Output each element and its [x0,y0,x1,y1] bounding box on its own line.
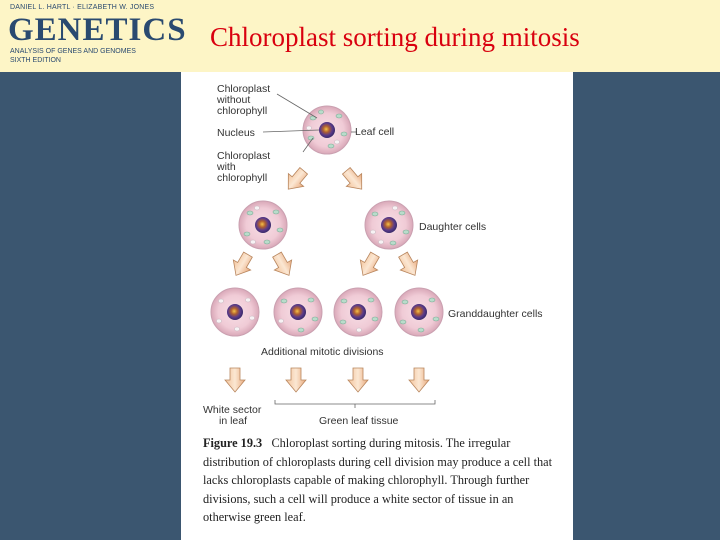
label-nucleus: Nucleus [217,127,255,139]
daughter-cell-right [365,201,413,249]
arrow-down-left [227,250,256,281]
granddaughter-cell-2 [274,288,322,336]
figure-panel [181,72,573,540]
label-daughter-cells: Daughter cells [419,221,487,233]
logo-brand: GENETICS [8,12,187,48]
granddaughter-cell-3 [334,288,382,336]
logo-subtitle: ANALYSIS OF GENES AND GENOMES [10,48,136,55]
logo-authors: DANIEL L. HARTL · ELIZABETH W. JONES [10,4,155,11]
arrow-down [348,368,368,392]
granddaughter-cell-1 [211,288,259,336]
leader-lines [263,94,435,408]
arrow-down [409,368,429,392]
label-granddaughter-cells: Granddaughter cells [448,308,543,320]
label-green-leaf-tissue: Green leaf tissue [319,415,399,427]
textbook-logo [8,4,187,68]
label-additional-divisions: Additional mitotic divisions [261,346,384,358]
slide-header [0,0,720,72]
daughter-cell-left [239,201,287,249]
label-white-sector-1: White sector [203,404,262,416]
caption-text: Chloroplast sorting during mitosis. The irregular distribution of chloroplasts during cell division may produce a cell that lacks chloroplasts capable of making chlorophyll. Through further divisions, such a cell will produce a white sector of tissue in an otherwise green leaf. [203,436,553,524]
label-leaf-cell: Leaf cell [355,126,395,138]
arrow-down [225,368,245,392]
arrow-down-right [339,164,370,195]
label-chloroplast-without-3: chlorophyll [217,105,268,117]
arrow-down-left [354,250,383,281]
slide-title: Chloroplast sorting during mitosis [210,22,580,52]
label-chloroplast-with-2: with [217,161,236,173]
caption-figure-number: Figure 19.3 [203,436,263,450]
arrow-down-right [268,250,297,281]
label-white-sector-2: in leaf [219,415,248,427]
arrow-down-left [281,164,312,195]
logo-edition: SIXTH EDITION [10,57,61,64]
arrow-down [286,368,306,392]
granddaughter-cell-4 [395,288,443,336]
label-chloroplast-with-1: Chloroplast [217,150,271,162]
figure-caption [203,434,559,527]
label-chloroplast-without-2: without [217,94,251,106]
label-chloroplast-without-1: Chloroplast [217,83,271,95]
arrow-down-right [394,250,423,281]
label-chloroplast-with-3: chlorophyll [217,172,268,184]
